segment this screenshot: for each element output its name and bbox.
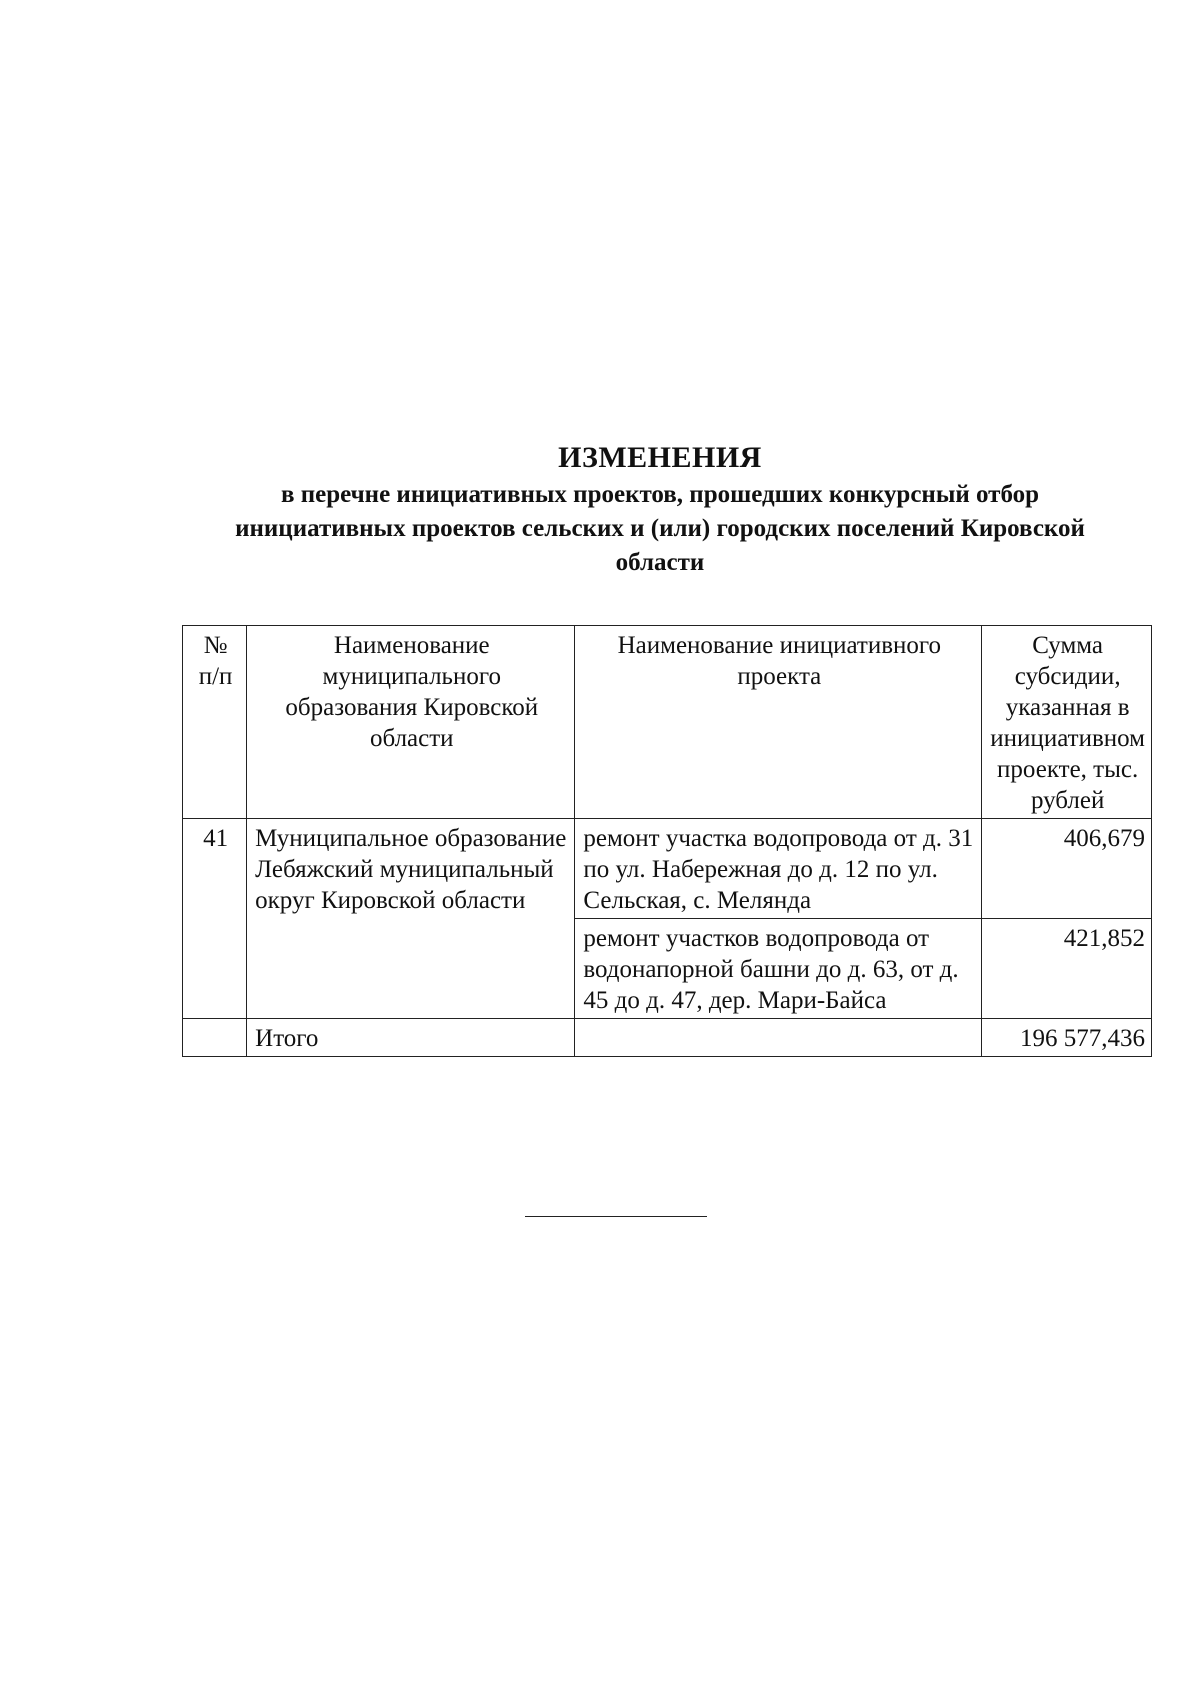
row-municipality: Муниципальное образование Лебяжский муниципальный округ Кировской области [247, 819, 575, 1019]
row-num: 41 [183, 819, 247, 1019]
table-header-row [183, 626, 1152, 819]
total-num-empty [183, 1019, 247, 1057]
closing-divider [525, 1216, 707, 1217]
title-line-2: инициативных проектов сельских и (или) городских поселений Кировской [235, 515, 1085, 542]
header-sum: Сумма субсидии, указанная в инициативном проекте, тыс. рублей [982, 626, 1152, 819]
title-main: ИЗМЕНЕНИЯ [558, 441, 762, 474]
total-label: Итого [247, 1019, 575, 1057]
title-line-3: области [615, 549, 705, 576]
header-municipality: Наименование муниципального образования Кировской области [247, 626, 575, 819]
title-line-1: в перечне инициативных проектов, прошедших конкурсный отбор [280, 481, 1040, 508]
projects-table [182, 625, 1152, 1057]
row-project-sum: 406,679 [982, 819, 1152, 919]
total-project-empty [575, 1019, 982, 1057]
total-sum: 196 577,436 [982, 1019, 1152, 1057]
row-project-name: ремонт участков водопровода от водонапорной башни до д. 63, от д. 45 до д. 47, дер. Мари-Байса [575, 919, 982, 1019]
row-project-sum: 421,852 [982, 919, 1152, 1019]
row-project-name: ремонт участка водопровода от д. 31 по ул. Набережная до д. 12 по ул. Сельская, с. Мелянда [575, 819, 982, 919]
header-num: № п/п [183, 626, 247, 819]
table-row [183, 819, 1152, 919]
header-project: Наименование инициативного проекта [575, 626, 982, 819]
table-total-row [183, 1019, 1152, 1057]
document-title [160, 440, 1160, 578]
